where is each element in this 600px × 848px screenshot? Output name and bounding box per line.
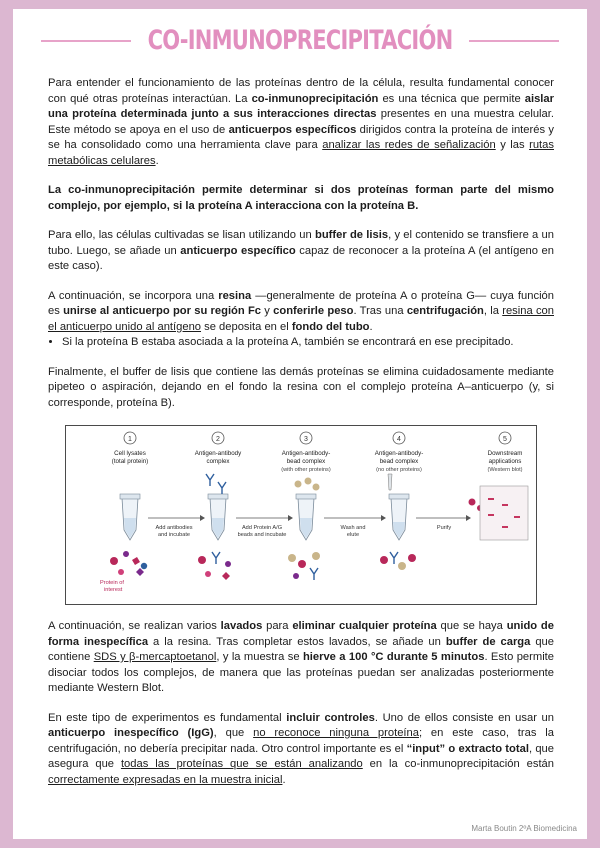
step-3 [281,432,331,473]
svg-text:Wash and: Wash and [340,525,366,531]
svg-text:Purify: Purify [436,525,452,531]
svg-text:complex: complex [206,458,230,465]
paragraph-lysis: Para ello, las células cultivadas se lisan utilizando un buffer de lisis, y el contenido se transfiere a un tubo. Luego, se añade un anticuerpo específico capaz de reconocer a la proteína A (el antígeno en este caso). [48,229,554,272]
antibody-icon [206,474,226,494]
svg-text:1: 1 [128,436,132,443]
svg-text:(with other proteins): (with other proteins) [281,467,331,473]
svg-text:3: 3 [304,436,308,443]
svg-text:5: 5 [503,436,507,443]
svg-text:(Western blot): (Western blot) [487,467,523,473]
protein-label-line2: interest [104,587,123,593]
bead-icon [295,478,320,491]
protein-label-line1: Protein of [100,580,124,586]
bullet-list [48,335,554,351]
step-4 [375,432,424,473]
paragraph-washing: A continuación, se realizan varios lavados para eliminar cualquier proteína que se haya unido de forma inespecífica a la resina. Tras completar estos lavados, se añade un buffer de carga que contiene SDS y β-mercaptoetanol, y la muestra se hierve a 100 °C durante 5 minutos. Esto permite disociar todos los complejos, de manera que las proteínas puedan ser analizadas posteriormente mediante Western Blot. [48,620,555,694]
page [13,9,587,839]
tube-1-icon [120,494,140,540]
svg-text:Downstream: Downstream [487,450,523,457]
svg-text:4: 4 [397,436,401,443]
protein-cluster-1 [110,551,147,576]
paragraph-intro: Para entender el funcionamiento de las proteínas dentro de la célula, resulta fundamental conocer con qué otras proteínas interactúan. La co-inmunoprecipitación es una técnica que permite aislar una proteína determinada junto a sus interacciones directas presentes en una muestra celular. Este método se apoya en el uso de anticuerpos específicos dirigidos contra la proteína de interés y se ha consolidado como una herramienta clave para analizar las redes de señalización y las rutas metabólicas celulares. [48,77,554,167]
svg-text:beads and incubate: beads and incubate [237,532,287,538]
paragraph-removal: Finalmente, el buffer de lisis que contiene las demás proteínas se elimina cuidadosamente mediante pipeteo o aspiración, dejando en el fondo la resina con el complejo proteína A–anticuerpo (y, si corresponde, proteína B). [48,365,554,409]
coip-diagram [65,425,537,605]
protein-cluster-2 [198,552,231,580]
svg-text:elute: elute [346,532,360,538]
pipette-icon [388,474,392,490]
protein-cluster-4 [380,552,416,570]
title-divider-right [469,40,559,42]
svg-text:Cell lysates: Cell lysates [114,450,146,457]
arrow-3 [324,515,386,538]
svg-text:(no other proteins): (no other proteins) [376,467,422,473]
step-5 [487,432,522,473]
svg-text:bead complex: bead complex [286,458,326,465]
svg-text:bead complex: bead complex [379,458,419,465]
svg-text:Add antibodies: Add antibodies [155,525,193,531]
step-2 [195,432,242,465]
title-row [13,23,587,59]
arrow-2 [236,515,293,538]
svg-text:applications: applications [488,458,522,465]
tube-4-icon [389,494,409,540]
svg-text:Antigen-antibody-: Antigen-antibody- [281,450,331,457]
tube-3-icon [296,494,316,540]
bullet-item: • Si la proteína B estaba asociada a la proteína A, también se encontrará en ese precipitado. [62,335,554,351]
svg-text:and incubate: and incubate [157,532,191,538]
svg-text:Antigen-antibody: Antigen-antibody [194,450,242,457]
svg-text:Antigen-antibody-: Antigen-antibody- [374,450,424,457]
svg-text:Add Protein A/G: Add Protein A/G [241,525,283,531]
svg-text:2: 2 [216,436,220,443]
arrow-4 [416,515,471,531]
footer-author: Marta Boutin 2ºA Biomedicina [471,824,577,833]
arrow-1 [148,515,205,538]
svg-text:(total protein): (total protein) [111,458,149,465]
tube-2-icon [208,494,228,540]
content [48,76,554,802]
paragraph-definition: La co-inmunoprecipitación permite determinar si dos proteínas forman parte del mismo complejo, por ejemplo, si la proteína A interacciona con la proteína B. [48,184,554,212]
step-1 [112,432,148,465]
protein-cluster-3 [288,552,320,580]
paragraph-controls: En este tipo de experimentos es fundamental incluir controles. Uno de ellos consiste en usar un anticuerpo inespecífico (IgG), que no reconoce ninguna proteína; en este caso, tras la centrifugación, no debería precipitar nada. Otro control importante es el “input” o extracto total, que asegura que todas las proteínas que se están analizando en la co-inmunoprecipitación están correctamente expresadas en la muestra inicial. [48,711,555,786]
western-blot-panel [480,486,528,540]
paragraph-resin: A continuación, se incorpora una resina —generalmente de proteína A o proteína G— cuya función es unirse al anticuerpo por su región Fc y conferirle peso. Tras una centrifugación, la resina con el anticuerpo unido al antígeno se deposita en el fondo del tubo. [48,289,554,333]
page-title: CO-INMUNOPRECIPITACIÓN [147,25,453,56]
